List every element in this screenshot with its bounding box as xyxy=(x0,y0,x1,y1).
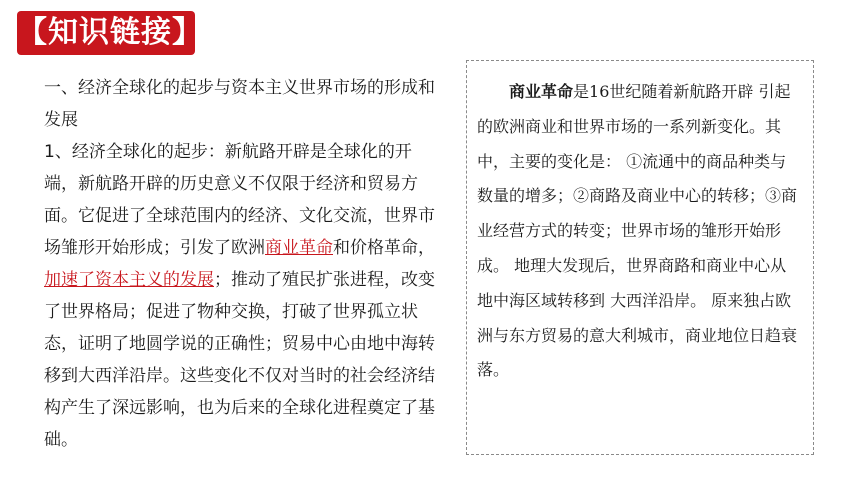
knowledge-text-column xyxy=(44,72,439,456)
section-title-badge: 【知识链接】 xyxy=(17,11,195,55)
highlight-commercial-revolution: 商业革命 xyxy=(265,238,333,258)
paragraph-text-1: 新航路开辟是全球化的开端，新航路开辟的历史意义不仅限于经济和贸易方面。它促进了全球范围内的经济、文化交流，世界市场雏形开始形成；引发了欧洲 xyxy=(44,142,435,258)
definition-term: 商业革命 xyxy=(509,82,574,101)
section-label: 1、经济全球化的起步： xyxy=(44,142,225,162)
definition-box xyxy=(466,60,814,455)
main-heading: 一、经济全球化的起步与资本主义世界市场的形成和发展 xyxy=(44,78,435,130)
paragraph-text-2: 和价格革命， xyxy=(333,238,435,258)
definition-text: 是16世纪随着新航路开辟 引起的欧洲商业和世界市场的一系列新变化。其中，主要的变化是： ①流通中的商品种类与数量的增多；②商路及商业中心的转移；③商业经营方式的转变；世界市场的雏形开始形成。 地理大发现后，世界商路和商业中心从地中海区域转移到 大西洋沿岸。 原来独占欧洲与东方贸易的意大利城市，商业地位日趋衰落。 xyxy=(477,82,798,380)
paragraph-globalization-start xyxy=(44,136,439,456)
highlight-accelerated-capitalism: 加速了资本主义的发展 xyxy=(44,270,214,290)
paragraph-text-3: ；推动了殖民扩张进程，改变了世界格局；促进了物种交换，打破了世界孤立状态，证明了地圆学说的正确性；贸易中心由地中海转移到大西洋沿岸。这些变化不仅对当时的社会经济结构产生了深远影响，也为后来的全球化进程奠定了基础。 xyxy=(44,270,435,450)
